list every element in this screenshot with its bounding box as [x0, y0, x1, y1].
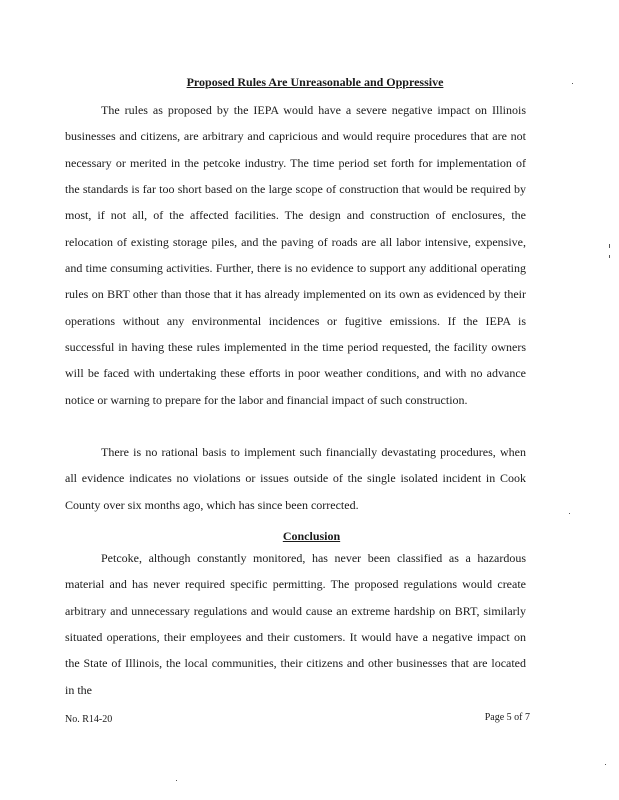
- conclusion-heading: Conclusion: [282, 529, 341, 543]
- paragraph-conclusion: Petcoke, although constantly monitored, has never been classified as a hazardous material and has never required specific permitting. The proposed regulations would create arbitrary and unnecessary regulations and would cause an extreme hardship on BRT, similarly situated operations, their employees and their customers. It would have a negative impact on the State of Illinois, the local communities, their citizens and other businesses that are located in the: [65, 551, 526, 697]
- scan-speck: [609, 255, 610, 258]
- scan-speck: [609, 244, 610, 248]
- scan-speck: [605, 764, 606, 765]
- scan-speck: [176, 780, 177, 781]
- section-heading: Proposed Rules Are Unreasonable and Oppressive: [186, 75, 444, 89]
- paragraph-rules-impact: The rules as proposed by the IEPA would have a severe negative impact on Illinois businesses and citizens, are arbitrary and capricious and would require procedures that are not necessary or merited in the petcoke industry. The time period set forth for implementation of the standards is far too short based on the large scope of construction that would be required by most, if not all, of the affected facilities. The design and construction of enclosures, the relocation of existing storage piles, and the paving of roads are all labor intensive, expensive, and time consuming activities. Further, there is no evidence to support any additional operating rules on BRT other than those that it has already implemented on its own as evidenced by their operations without any environmental incidences or fugitive emissions. If the IEPA is successful in having these rules implemented in the time period requested, the facility owners will be faced with undertaking these efforts in poor weather conditions, and with no advance notice or warning to prepare for the labor and financial impact of such construction.: [65, 103, 526, 407]
- page-number: Page 5 of 7: [484, 712, 530, 723]
- scan-speck: [569, 513, 570, 514]
- scan-speck: [572, 83, 573, 84]
- paragraph-no-rational-basis: There is no rational basis to implement such financially devastating procedures, when all evidence indicates no violations or issues outside of the single isolated incident in Cook County over six months ago, which has since been corrected.: [65, 445, 526, 512]
- docket-number: No. R14-20: [65, 714, 113, 725]
